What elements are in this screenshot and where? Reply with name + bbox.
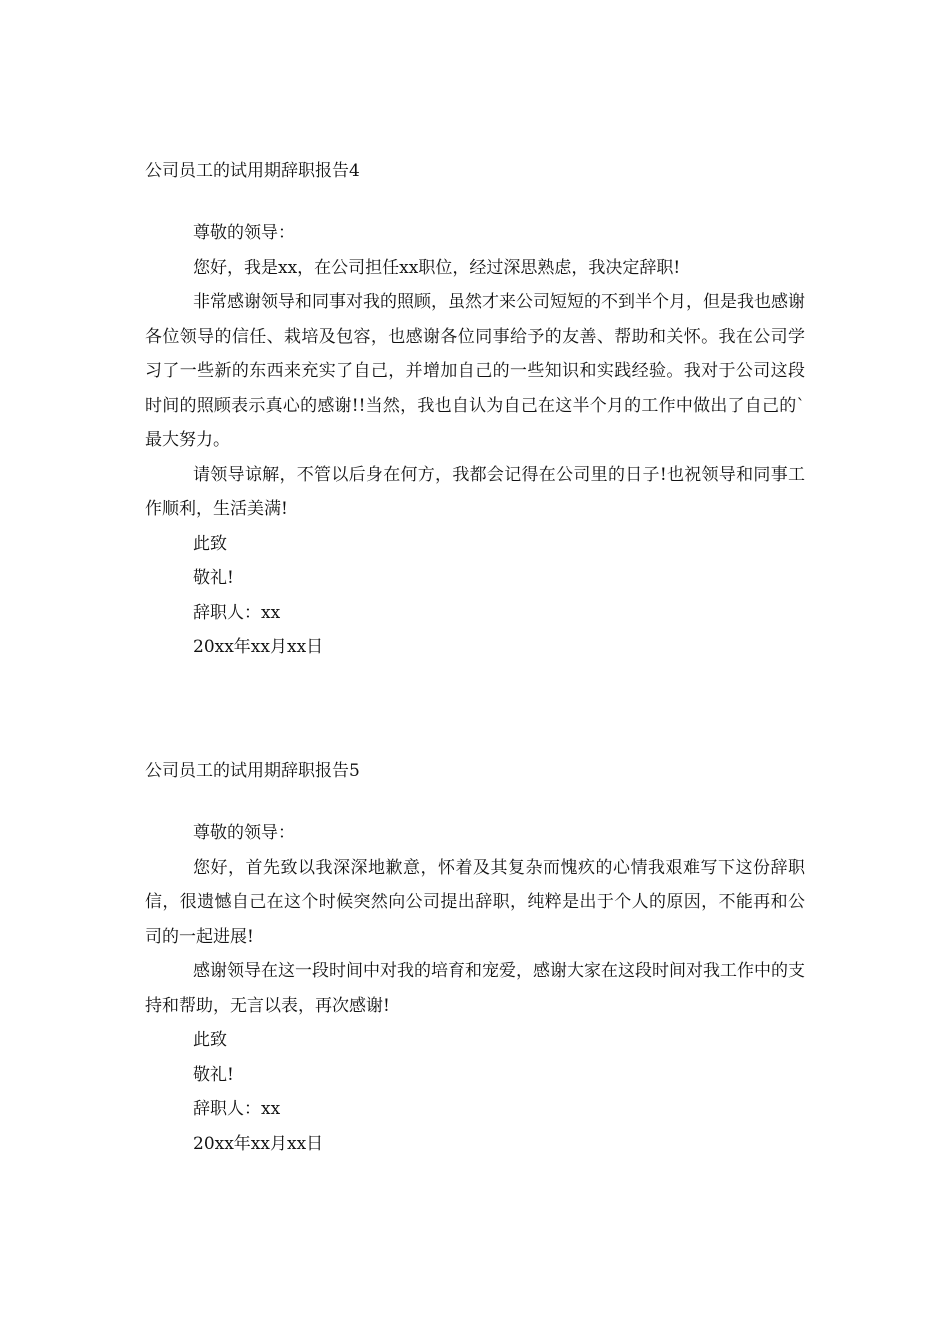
resignation-report-4: [145, 158, 805, 665]
salutation: 尊敬的领导：: [193, 823, 295, 843]
closing-salute: 敬礼!: [193, 568, 234, 588]
paragraph: 非常感谢领导和同事对我的照顾，虽然才来公司短短的不到半个月，但是我也感谢各位领导的信任、栽培及包容，也感谢各位同事给予的友善、帮助和关怀。我在公司学习了一些新的东西来充实了自己，并增加自己的一些知识和实践经验。我对于公司这段时间的照顾表示真心的感谢!!当然，我也自认为自己在这半个月的工作中做出了自己的`最大努力。: [145, 292, 805, 450]
paragraph: 感谢领导在这一段时间中对我的培育和宠爱，感谢大家在这段时间对我工作中的支持和帮助，无言以表，再次感谢!: [145, 961, 805, 1016]
closing-line: 此致: [193, 1030, 227, 1050]
signature: 辞职人：xx: [193, 1099, 281, 1119]
closing-line: 此致: [193, 533, 227, 554]
salutation: 尊敬的领导：: [193, 223, 295, 243]
date: 20xx年xx月xx日: [193, 637, 324, 657]
paragraph: 请领导谅解，不管以后身在何方，我都会记得在公司里的日子!也祝领导和同事工作顺利，生活美满!: [145, 464, 805, 519]
paragraph: 您好，我是xx，在公司担任xx职位，经过深思熟虑，我决定辞职!: [193, 257, 681, 278]
paragraph: 您好，首先致以我深深地歉意，怀着及其复杂而愧疚的心情我艰难写下这份辞职信，很遗憾自己在这个时候突然向公司提出辞职，纯粹是出于个人的原因，不能再和公司的一起进展!: [145, 857, 805, 947]
closing-salute: 敬礼!: [193, 1064, 234, 1085]
resignation-report-5: [145, 758, 805, 1161]
section-title: 公司员工的试用期辞职报告4: [145, 161, 360, 181]
section-title: 公司员工的试用期辞职报告5: [145, 761, 360, 781]
signature: 辞职人：xx: [193, 602, 281, 623]
date: 20xx年xx月xx日: [193, 1133, 324, 1154]
